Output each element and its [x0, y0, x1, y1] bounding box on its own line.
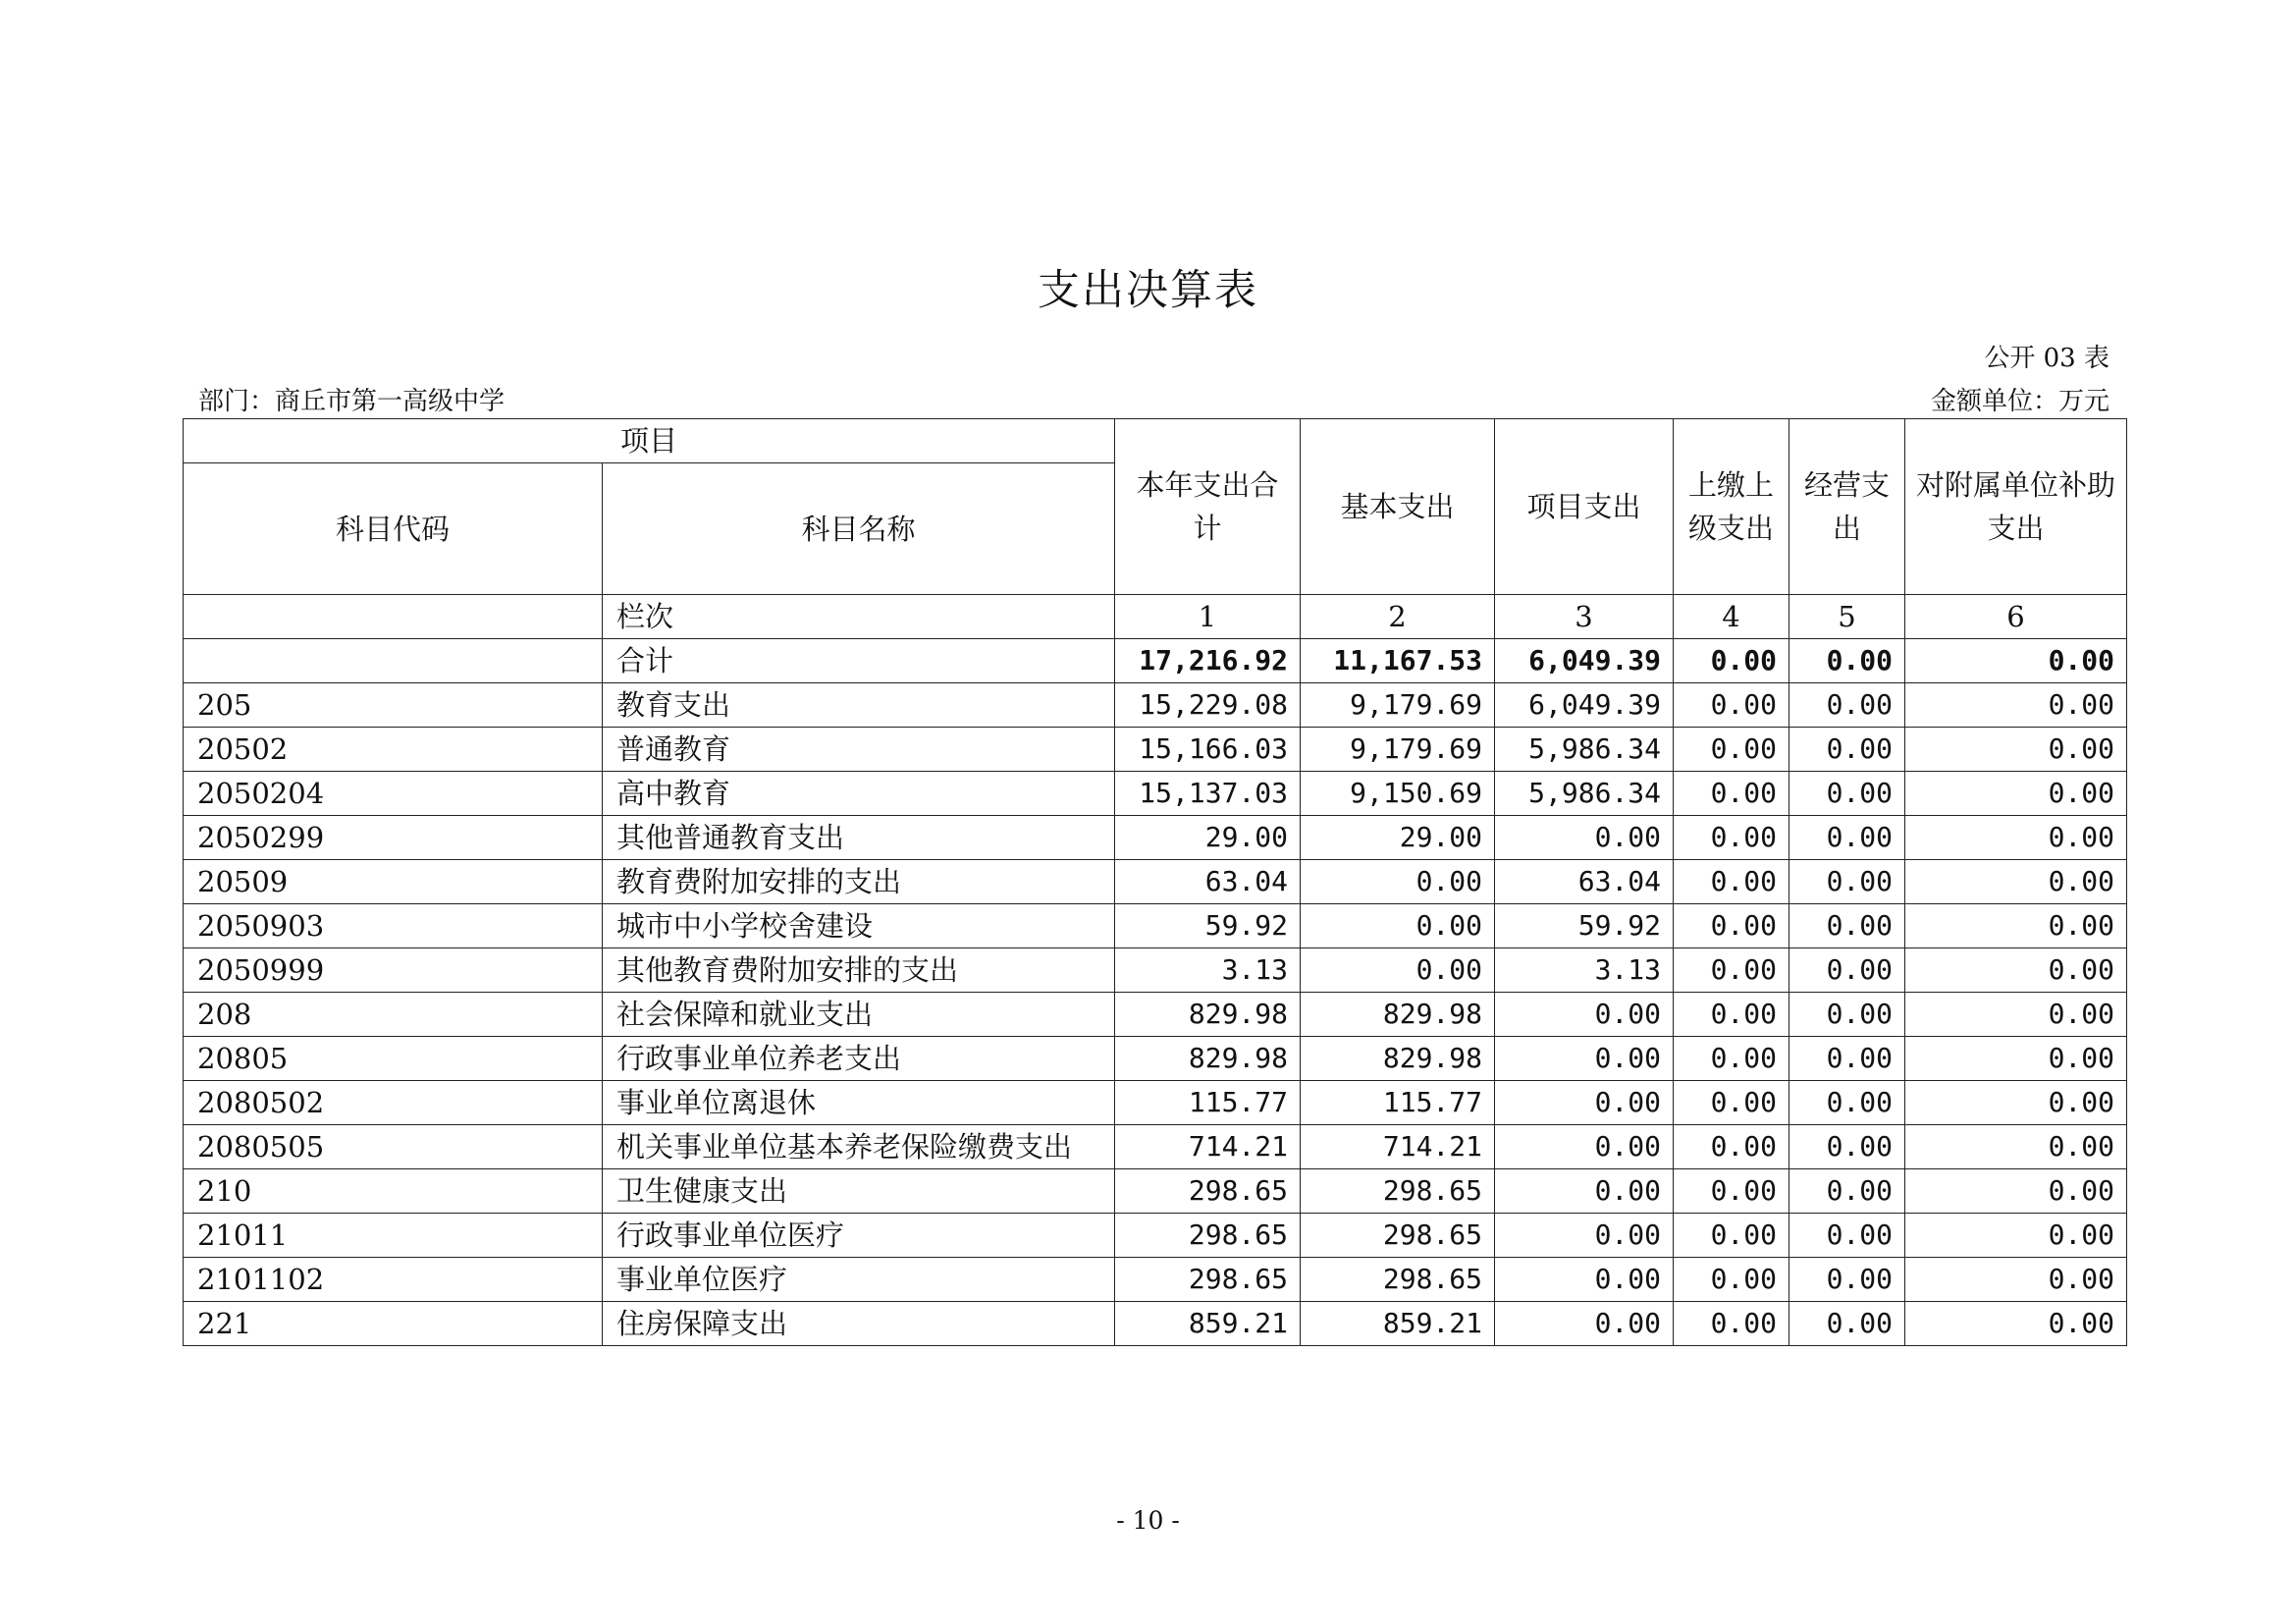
cell-subsidy: 0.00: [1905, 904, 2127, 948]
cell-total: 63.04: [1115, 860, 1301, 904]
header-item-group: 项目: [184, 419, 1115, 463]
cell-business: 0.00: [1789, 1258, 1905, 1302]
cell-upper: 0.00: [1674, 683, 1789, 728]
cell-business: 0.00: [1789, 948, 1905, 993]
cell-subsidy: 0.00: [1905, 948, 2127, 993]
department-label: 部门：商丘市第一高级中学: [198, 387, 506, 416]
cell-name: 住房保障支出: [603, 1302, 1115, 1346]
cell-upper: 0.00: [1674, 860, 1789, 904]
cell-subsidy: 0.00: [1905, 1258, 2127, 1302]
cell-subsidy: 0.00: [1905, 1081, 2127, 1125]
page-number: - 10 -: [1116, 1506, 1180, 1535]
cell-business: 0.00: [1789, 816, 1905, 860]
cell-upper: 0.00: [1674, 1169, 1789, 1214]
cell-code: 2101102: [184, 1258, 603, 1302]
cell-subsidy: 0.00: [1905, 1214, 2127, 1258]
header-total: 本年支出合计: [1115, 419, 1301, 595]
cell-upper: 0.00: [1674, 816, 1789, 860]
cell-code: 21011: [184, 1214, 603, 1258]
column-index-6: 6: [1905, 595, 2127, 639]
cell-name: 社会保障和就业支出: [603, 993, 1115, 1037]
cell-project: 59.92: [1495, 904, 1674, 948]
cell-business: 0.00: [1789, 1125, 1905, 1169]
column-index-3: 3: [1495, 595, 1674, 639]
table-body: [184, 683, 2127, 1346]
cell-total: 15,137.03: [1115, 772, 1301, 816]
table-row: [184, 993, 2127, 1037]
column-index-empty: [184, 595, 603, 639]
cell-code: 2050204: [184, 772, 603, 816]
cell-basic: 829.98: [1301, 993, 1495, 1037]
total-value-1: 17,216.92: [1115, 639, 1301, 683]
cell-subsidy: 0.00: [1905, 993, 2127, 1037]
cell-upper: 0.00: [1674, 1125, 1789, 1169]
cell-subsidy: 0.00: [1905, 816, 2127, 860]
cell-name: 行政事业单位医疗: [603, 1214, 1115, 1258]
cell-basic: 0.00: [1301, 860, 1495, 904]
table-row: [184, 683, 2127, 728]
cell-business: 0.00: [1789, 1169, 1905, 1214]
cell-project: 63.04: [1495, 860, 1674, 904]
cell-subsidy: 0.00: [1905, 728, 2127, 772]
cell-code: 2080505: [184, 1125, 603, 1169]
cell-basic: 0.00: [1301, 948, 1495, 993]
page-title: 支出决算表: [1038, 266, 1258, 315]
cell-upper: 0.00: [1674, 772, 1789, 816]
cell-upper: 0.00: [1674, 904, 1789, 948]
cell-upper: 0.00: [1674, 1037, 1789, 1081]
cell-code: 205: [184, 683, 603, 728]
cell-project: 0.00: [1495, 993, 1674, 1037]
cell-project: 0.00: [1495, 1302, 1674, 1346]
cell-total: 298.65: [1115, 1169, 1301, 1214]
cell-project: 0.00: [1495, 1214, 1674, 1258]
cell-project: 0.00: [1495, 816, 1674, 860]
cell-business: 0.00: [1789, 1214, 1905, 1258]
total-row: [184, 639, 2127, 683]
cell-total: 829.98: [1115, 993, 1301, 1037]
column-index-1: 1: [1115, 595, 1301, 639]
cell-total: 3.13: [1115, 948, 1301, 993]
cell-total: 714.21: [1115, 1125, 1301, 1169]
cell-name: 高中教育: [603, 772, 1115, 816]
cell-code: 2050999: [184, 948, 603, 993]
cell-project: 3.13: [1495, 948, 1674, 993]
form-number: 公开 03 表: [1984, 344, 2109, 373]
amount-unit-label: 金额单位：万元: [1930, 387, 2109, 416]
cell-name: 城市中小学校舍建设: [603, 904, 1115, 948]
cell-business: 0.00: [1789, 728, 1905, 772]
cell-upper: 0.00: [1674, 1258, 1789, 1302]
cell-basic: 0.00: [1301, 904, 1495, 948]
total-value-5: 0.00: [1789, 639, 1905, 683]
cell-upper: 0.00: [1674, 948, 1789, 993]
cell-project: 0.00: [1495, 1258, 1674, 1302]
table-row: [184, 1169, 2127, 1214]
column-index-5: 5: [1789, 595, 1905, 639]
cell-basic: 298.65: [1301, 1214, 1495, 1258]
total-value-3: 6,049.39: [1495, 639, 1674, 683]
cell-business: 0.00: [1789, 993, 1905, 1037]
cell-subsidy: 0.00: [1905, 860, 2127, 904]
cell-basic: 9,150.69: [1301, 772, 1495, 816]
cell-total: 859.21: [1115, 1302, 1301, 1346]
table-row: [184, 1214, 2127, 1258]
cell-basic: 829.98: [1301, 1037, 1495, 1081]
table-row: [184, 1258, 2127, 1302]
cell-code: 221: [184, 1302, 603, 1346]
cell-basic: 714.21: [1301, 1125, 1495, 1169]
header-project: 项目支出: [1495, 419, 1674, 595]
header-name: 科目名称: [603, 463, 1115, 595]
header-code: 科目代码: [184, 463, 603, 595]
cell-name: 卫生健康支出: [603, 1169, 1115, 1214]
cell-code: 20805: [184, 1037, 603, 1081]
total-value-6: 0.00: [1905, 639, 2127, 683]
cell-code: 208: [184, 993, 603, 1037]
cell-total: 298.65: [1115, 1258, 1301, 1302]
cell-code: 2050903: [184, 904, 603, 948]
column-index-2: 2: [1301, 595, 1495, 639]
cell-subsidy: 0.00: [1905, 1169, 2127, 1214]
table-row: [184, 816, 2127, 860]
total-value-4: 0.00: [1674, 639, 1789, 683]
table-row: [184, 1081, 2127, 1125]
cell-code: 210: [184, 1169, 603, 1214]
cell-name: 行政事业单位养老支出: [603, 1037, 1115, 1081]
cell-business: 0.00: [1789, 904, 1905, 948]
header-business: 经营支出: [1789, 419, 1905, 595]
cell-code: 2050299: [184, 816, 603, 860]
cell-code: 20502: [184, 728, 603, 772]
cell-name: 机关事业单位基本养老保险缴费支出: [603, 1125, 1115, 1169]
expenditure-table: [183, 418, 2127, 1346]
cell-basic: 9,179.69: [1301, 728, 1495, 772]
cell-project: 5,986.34: [1495, 728, 1674, 772]
cell-subsidy: 0.00: [1905, 683, 2127, 728]
cell-basic: 298.65: [1301, 1258, 1495, 1302]
cell-total: 15,166.03: [1115, 728, 1301, 772]
cell-upper: 0.00: [1674, 993, 1789, 1037]
table-row: [184, 860, 2127, 904]
column-index-label: 栏次: [603, 595, 1115, 639]
total-row-empty: [184, 639, 603, 683]
total-label: 合计: [603, 639, 1115, 683]
cell-total: 29.00: [1115, 816, 1301, 860]
cell-name: 其他教育费附加安排的支出: [603, 948, 1115, 993]
cell-subsidy: 0.00: [1905, 772, 2127, 816]
cell-name: 普通教育: [603, 728, 1115, 772]
header-subsidy: 对附属单位补助支出: [1905, 419, 2127, 595]
cell-business: 0.00: [1789, 1302, 1905, 1346]
cell-code: 2080502: [184, 1081, 603, 1125]
column-index-row: [184, 595, 2127, 639]
cell-basic: 859.21: [1301, 1302, 1495, 1346]
header-upper: 上缴上级支出: [1674, 419, 1789, 595]
cell-project: 5,986.34: [1495, 772, 1674, 816]
cell-total: 829.98: [1115, 1037, 1301, 1081]
cell-total: 115.77: [1115, 1081, 1301, 1125]
cell-business: 0.00: [1789, 1037, 1905, 1081]
cell-upper: 0.00: [1674, 1081, 1789, 1125]
cell-business: 0.00: [1789, 683, 1905, 728]
cell-upper: 0.00: [1674, 1214, 1789, 1258]
cell-total: 59.92: [1115, 904, 1301, 948]
table-header: [184, 419, 2127, 683]
cell-business: 0.00: [1789, 1081, 1905, 1125]
cell-code: 20509: [184, 860, 603, 904]
cell-basic: 9,179.69: [1301, 683, 1495, 728]
cell-project: 0.00: [1495, 1081, 1674, 1125]
cell-business: 0.00: [1789, 772, 1905, 816]
cell-name: 事业单位离退休: [603, 1081, 1115, 1125]
table-row: [184, 772, 2127, 816]
cell-name: 其他普通教育支出: [603, 816, 1115, 860]
table-row: [184, 728, 2127, 772]
cell-total: 298.65: [1115, 1214, 1301, 1258]
cell-subsidy: 0.00: [1905, 1037, 2127, 1081]
cell-project: 0.00: [1495, 1037, 1674, 1081]
cell-total: 15,229.08: [1115, 683, 1301, 728]
table-row: [184, 948, 2127, 993]
cell-basic: 29.00: [1301, 816, 1495, 860]
cell-name: 教育费附加安排的支出: [603, 860, 1115, 904]
column-index-4: 4: [1674, 595, 1789, 639]
cell-basic: 298.65: [1301, 1169, 1495, 1214]
table-row: [184, 1037, 2127, 1081]
cell-project: 0.00: [1495, 1169, 1674, 1214]
table-row: [184, 904, 2127, 948]
cell-basic: 115.77: [1301, 1081, 1495, 1125]
cell-subsidy: 0.00: [1905, 1302, 2127, 1346]
cell-name: 事业单位医疗: [603, 1258, 1115, 1302]
cell-name: 教育支出: [603, 683, 1115, 728]
total-value-2: 11,167.53: [1301, 639, 1495, 683]
cell-business: 0.00: [1789, 860, 1905, 904]
table-row: [184, 1125, 2127, 1169]
cell-subsidy: 0.00: [1905, 1125, 2127, 1169]
cell-upper: 0.00: [1674, 1302, 1789, 1346]
cell-project: 0.00: [1495, 1125, 1674, 1169]
cell-upper: 0.00: [1674, 728, 1789, 772]
cell-project: 6,049.39: [1495, 683, 1674, 728]
table-row: [184, 1302, 2127, 1346]
header-basic: 基本支出: [1301, 419, 1495, 595]
